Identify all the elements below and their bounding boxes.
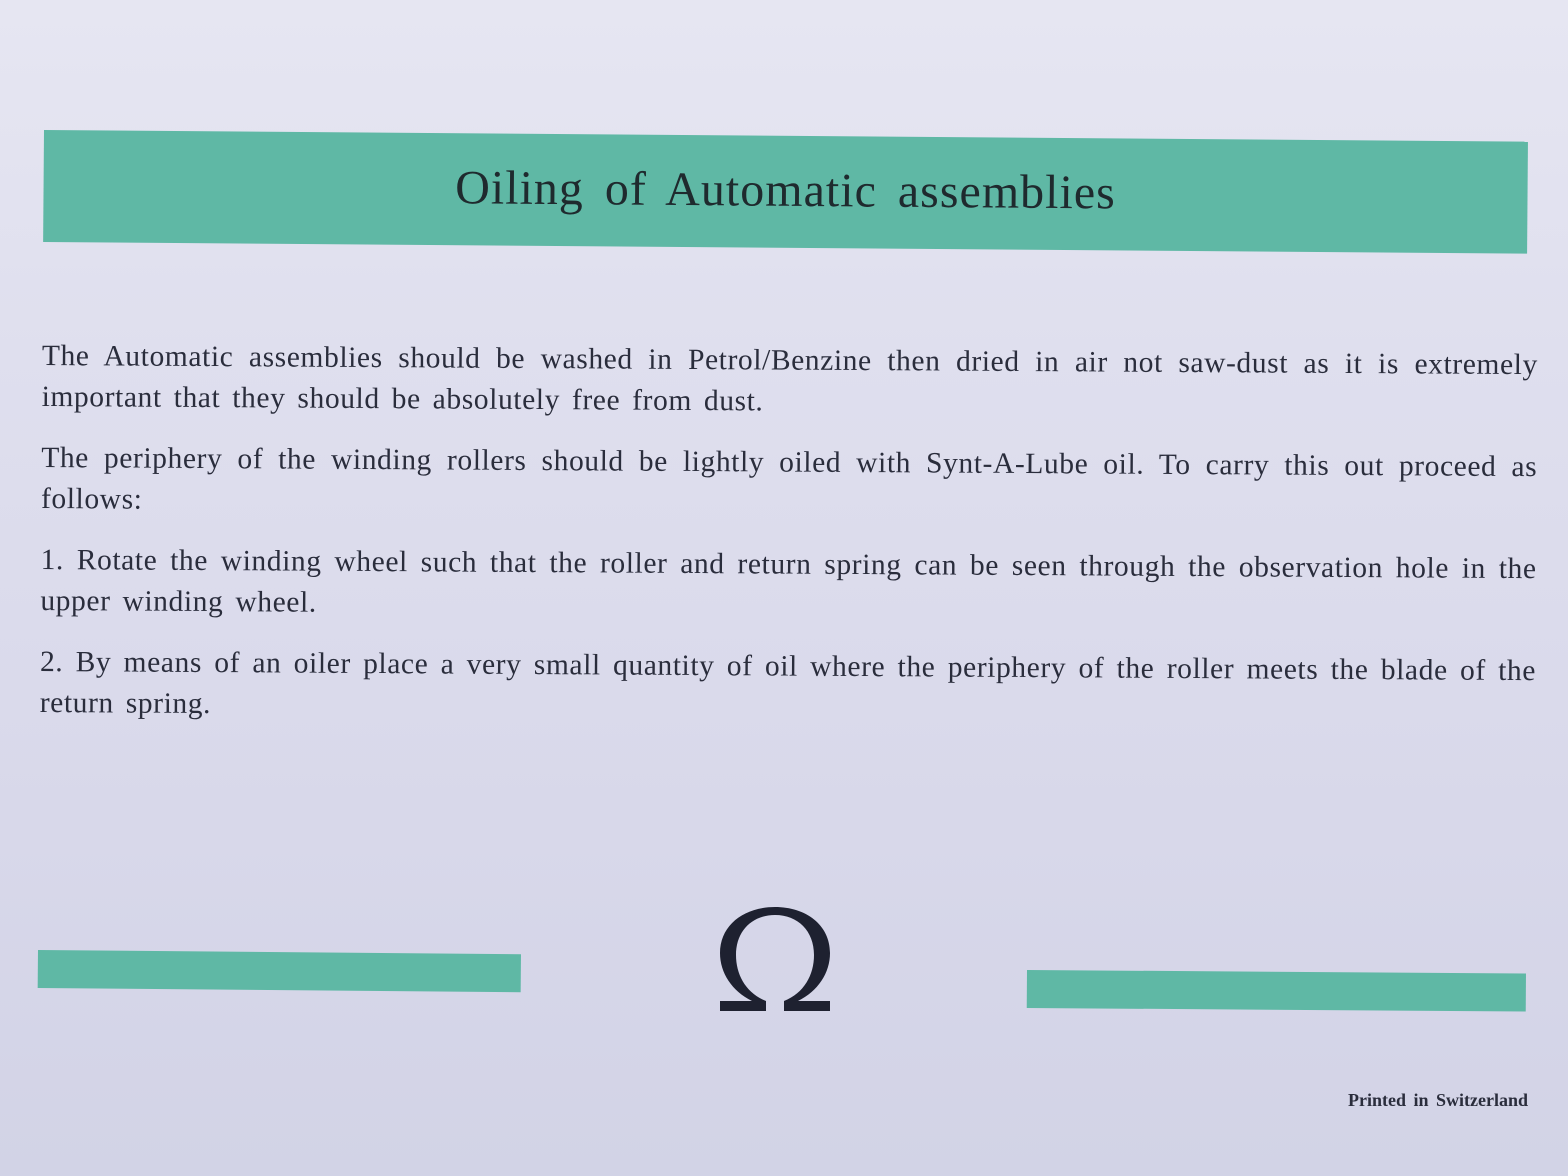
document-body bbox=[40, 336, 1538, 753]
printed-in-note: Printed in Switzerland bbox=[1348, 1090, 1528, 1110]
paragraph-washing: The Automatic assemblies should be washed in Petrol/Benzine then dried in air not saw-dust as it is extremely important that they should be absolutely free from dust. bbox=[41, 339, 1538, 418]
footer-bar-left bbox=[38, 950, 521, 992]
paragraph-oiling-intro: The periphery of the winding rollers should be lightly oiled with Synt-A-Lube oil. To carry this out proceed as follows: bbox=[40, 441, 1538, 516]
omega-logo-icon bbox=[714, 905, 836, 1015]
document-title: Oiling of Automatic assemblies bbox=[455, 160, 1117, 219]
paragraph-step-2: 2. By means of an oiler place a very small quantity of oil where the periphery of the roller meets the blade of the return spring. bbox=[39, 645, 1537, 721]
paragraph-step-1: 1. Rotate the winding wheel such that the roller and return spring can be seen through the observation hole in the upper winding wheel. bbox=[40, 543, 1537, 619]
footer-bar-right bbox=[1027, 970, 1526, 1011]
title-band bbox=[43, 130, 1528, 254]
